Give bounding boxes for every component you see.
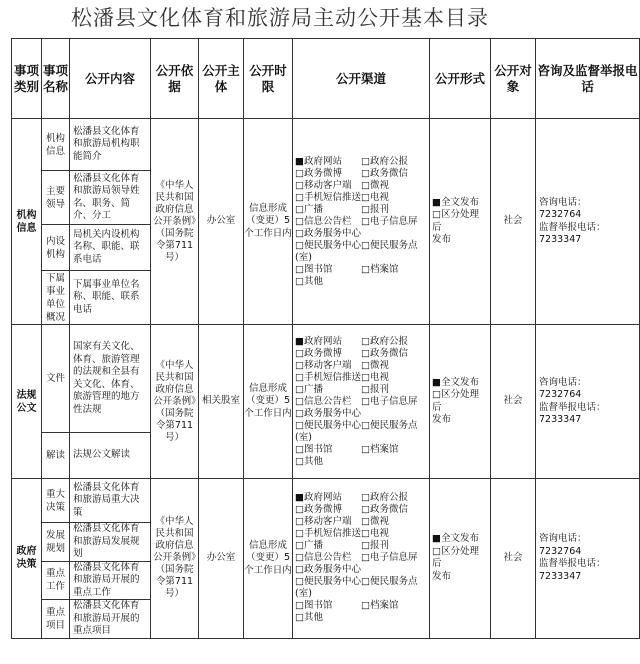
channel-row bbox=[295, 396, 427, 408]
channel-option: □微视 bbox=[361, 359, 389, 371]
channel-option bbox=[361, 408, 427, 420]
item-content: 松潘县文化体育和旅游局机构职能简介 bbox=[70, 119, 151, 171]
channel-option: □手机短信推送 bbox=[295, 528, 361, 540]
item-content: 松潘县文化体育和旅游局开展的重点项目 bbox=[70, 600, 151, 639]
channel-option: (室) bbox=[295, 588, 312, 600]
section-subject: 相关股室 bbox=[199, 325, 244, 479]
section-form bbox=[430, 119, 491, 325]
header-basis: 公开依据 bbox=[151, 39, 199, 119]
channel-option bbox=[361, 612, 427, 624]
header-form: 公开形式 bbox=[430, 39, 491, 119]
header-category: 事项类别 bbox=[12, 39, 42, 119]
channel-option: □报刊 bbox=[361, 383, 389, 395]
channel-option: □便民服务中心 bbox=[295, 576, 361, 588]
channel-option: □其他 bbox=[295, 275, 323, 287]
item-content: 松潘县文化体育和旅游局开展的重点工作 bbox=[70, 561, 151, 600]
item-name: 机构信息 bbox=[42, 119, 70, 171]
channel-option: □电子信息屏 bbox=[361, 552, 418, 564]
channel-option bbox=[361, 228, 427, 240]
channel-option bbox=[361, 276, 427, 288]
section-period: 信息形成（变更）5个工作日内 bbox=[244, 479, 293, 639]
channel-option: □信息公告栏 bbox=[295, 552, 352, 564]
channel-row bbox=[295, 228, 427, 240]
channel-option: □移动客户端 bbox=[295, 179, 352, 191]
channel-option: □信息公告栏 bbox=[295, 215, 352, 227]
form-option: □区分处理后 bbox=[432, 389, 479, 413]
contact-line: 咨询电话： bbox=[539, 376, 587, 388]
header-target: 公开对象 bbox=[491, 39, 536, 119]
channel-option: □报刊 bbox=[361, 203, 389, 215]
catalog-table bbox=[11, 38, 640, 639]
channel-option: □微视 bbox=[361, 516, 389, 528]
header-content: 公开内容 bbox=[70, 39, 151, 119]
channel-option: □政务微信 bbox=[361, 347, 408, 359]
contact-line: 咨询电话： bbox=[539, 533, 587, 545]
contact-line: 7233347 bbox=[539, 570, 582, 582]
contact-line: 7233347 bbox=[539, 414, 582, 425]
channel-option: □电视 bbox=[361, 191, 389, 203]
channel-row bbox=[295, 504, 427, 516]
channel-row bbox=[295, 432, 427, 444]
contact-line: 咨询电话： bbox=[539, 196, 587, 208]
form-option: □区分处理后 bbox=[432, 545, 479, 570]
channel-row bbox=[295, 168, 427, 180]
item-name: 重大决策 bbox=[42, 479, 70, 523]
channel-option: □政务服务中心 bbox=[295, 227, 361, 239]
channel-row bbox=[295, 336, 427, 348]
channel-option: □政务微博 bbox=[295, 504, 342, 516]
contact-line: 7233347 bbox=[539, 234, 582, 245]
contact-line: 监督举报电话： bbox=[539, 221, 606, 233]
channel-option: □图书馆 bbox=[295, 443, 333, 455]
channel-option: □电视 bbox=[361, 371, 389, 383]
channel-option: □微视 bbox=[361, 179, 389, 191]
channel-row bbox=[295, 528, 427, 540]
channel-row bbox=[295, 204, 427, 216]
channel-row bbox=[295, 564, 427, 576]
channel-option bbox=[361, 588, 427, 600]
header-item: 事项名称 bbox=[42, 39, 70, 119]
section-period: 信息形成（变更）5个工作日内 bbox=[244, 325, 293, 479]
item-content: 松潘县文化体育和旅游局重大决策 bbox=[70, 479, 151, 523]
form-option: □区分处理后 bbox=[432, 209, 479, 233]
item-name: 重点工作 bbox=[42, 561, 70, 600]
channel-row bbox=[295, 540, 427, 552]
item-name: 主要领导 bbox=[42, 171, 70, 225]
channel-row bbox=[295, 156, 427, 168]
channel-option: □手机短信推送 bbox=[295, 371, 361, 383]
channel-row bbox=[295, 252, 427, 264]
channel-option: □其他 bbox=[295, 455, 323, 467]
form-option: 发布 bbox=[432, 234, 452, 245]
item-name: 下属事业单位概况 bbox=[42, 271, 70, 325]
header-channels: 公开渠道 bbox=[293, 39, 430, 119]
channel-row bbox=[295, 600, 427, 612]
channel-option: □政府公报 bbox=[361, 492, 408, 504]
channel-option: □手机短信推送 bbox=[295, 191, 361, 203]
table-row bbox=[12, 479, 640, 523]
header-row bbox=[12, 39, 640, 119]
channel-row bbox=[295, 492, 427, 504]
contact-line: 7232764 bbox=[539, 545, 582, 557]
section-category: 机构信息 bbox=[12, 119, 42, 325]
header-subject: 公开主体 bbox=[199, 39, 244, 119]
channel-option: □政务微信 bbox=[361, 167, 408, 179]
channel-option: □其他 bbox=[295, 612, 323, 624]
channel-option: ■政府网站 bbox=[295, 335, 342, 347]
form-option: ■全文发布 bbox=[432, 533, 479, 545]
channel-row bbox=[295, 240, 427, 252]
channel-option: ■政府网站 bbox=[295, 492, 342, 504]
channel-row bbox=[295, 192, 427, 204]
section-contact bbox=[536, 325, 640, 479]
channel-option: □信息公告栏 bbox=[295, 395, 352, 407]
form-option: ■全文发布 bbox=[432, 196, 479, 208]
channel-row bbox=[295, 612, 427, 624]
channel-row bbox=[295, 444, 427, 456]
channel-row bbox=[295, 516, 427, 528]
form-option: 发布 bbox=[432, 570, 452, 582]
channel-option: (室) bbox=[295, 431, 312, 443]
channel-option: □便民服务点 bbox=[361, 239, 418, 251]
channel-row bbox=[295, 372, 427, 384]
section-form bbox=[430, 479, 491, 639]
channel-row bbox=[295, 276, 427, 288]
item-content: 国家有关文化、体育、旅游管理的法规和全县有关文化、体育、旅游管理的地方性法规 bbox=[70, 325, 151, 433]
channel-option bbox=[361, 456, 427, 468]
channel-option: □移动客户端 bbox=[295, 359, 352, 371]
channel-option: □档案馆 bbox=[361, 443, 399, 455]
header-period: 公开时限 bbox=[244, 39, 293, 119]
channel-option: □图书馆 bbox=[295, 600, 333, 612]
item-name: 重点项目 bbox=[42, 600, 70, 639]
channel-option: □政务服务中心 bbox=[295, 407, 361, 419]
item-name: 文件 bbox=[42, 325, 70, 433]
channel-option: □便民服务点 bbox=[361, 419, 418, 431]
item-name: 发展规划 bbox=[42, 523, 70, 562]
section-form bbox=[430, 325, 491, 479]
contact-line: 监督举报电话： bbox=[539, 401, 606, 413]
channel-option: □图书馆 bbox=[295, 263, 333, 275]
channel-option: □政府公报 bbox=[361, 335, 408, 347]
header-contact: 咨询及监督举报电话 bbox=[536, 39, 640, 119]
form-option: 发布 bbox=[432, 414, 452, 425]
section-target: 社会 bbox=[491, 325, 536, 479]
channel-row bbox=[295, 408, 427, 420]
item-content: 松潘县文化体育和旅游局发展规划 bbox=[70, 523, 151, 562]
channel-option: □政务服务中心 bbox=[295, 564, 361, 576]
item-content: 下属事业单位名称、职能、联系电话 bbox=[70, 271, 151, 325]
table-row bbox=[12, 325, 640, 433]
channel-option: □报刊 bbox=[361, 540, 389, 552]
item-name: 内设机构 bbox=[42, 225, 70, 271]
channel-option: □便民服务中心 bbox=[295, 419, 361, 431]
channel-option: □电子信息屏 bbox=[361, 395, 418, 407]
channel-option: (室) bbox=[295, 251, 312, 263]
channel-row bbox=[295, 456, 427, 468]
channel-option: □政府公报 bbox=[361, 155, 408, 167]
channel-option: □移动客户端 bbox=[295, 516, 352, 528]
channel-option bbox=[361, 564, 427, 576]
channel-option bbox=[361, 252, 427, 264]
section-category: 法规公文 bbox=[12, 325, 42, 479]
channel-option: □政务微信 bbox=[361, 504, 408, 516]
channel-option: □便民服务点 bbox=[361, 576, 418, 588]
channel-option: □便民服务中心 bbox=[295, 239, 361, 251]
channel-row bbox=[295, 216, 427, 228]
page-title: 松潘县文化体育和旅游局主动公开基本目录 bbox=[71, 6, 489, 30]
section-channels bbox=[293, 479, 430, 639]
channel-option: □广播 bbox=[295, 383, 323, 395]
channel-row bbox=[295, 588, 427, 600]
section-contact bbox=[536, 119, 640, 325]
channel-option bbox=[361, 432, 427, 444]
channel-row bbox=[295, 552, 427, 564]
table-row bbox=[12, 119, 640, 171]
channel-row bbox=[295, 420, 427, 432]
section-category: 政府决策 bbox=[12, 479, 42, 639]
channel-row bbox=[295, 384, 427, 396]
channel-row bbox=[295, 264, 427, 276]
section-channels bbox=[293, 325, 430, 479]
channel-row bbox=[295, 576, 427, 588]
channel-row bbox=[295, 348, 427, 360]
item-name: 解读 bbox=[42, 433, 70, 479]
channel-option: □电子信息屏 bbox=[361, 215, 418, 227]
contact-line: 7232764 bbox=[539, 209, 582, 220]
channel-option: □档案馆 bbox=[361, 263, 399, 275]
channel-option: □政务微博 bbox=[295, 347, 342, 359]
section-contact bbox=[536, 479, 640, 639]
section-period: 信息形成（变更）5个工作日内 bbox=[244, 119, 293, 325]
channel-option: □电视 bbox=[361, 528, 389, 540]
channel-row bbox=[295, 180, 427, 192]
section-basis: 《中华人民共和国政府信息公开条例》（国务院令第711号） bbox=[151, 325, 199, 479]
item-content: 松潘县文化体育和旅游局领导姓名、职务、简介、分工 bbox=[70, 171, 151, 225]
channel-option: □广播 bbox=[295, 203, 323, 215]
item-content: 局机关内设机构名称、职能、联系电话 bbox=[70, 225, 151, 271]
channel-option: ■政府网站 bbox=[295, 155, 342, 167]
channel-option: □广播 bbox=[295, 540, 323, 552]
section-target: 社会 bbox=[491, 119, 536, 325]
section-basis: 《中华人民共和国政府信息公开条例》（国务院令第711号） bbox=[151, 119, 199, 325]
channel-option: □政务微博 bbox=[295, 167, 342, 179]
channel-row bbox=[295, 360, 427, 372]
section-subject: 办公室 bbox=[199, 479, 244, 639]
contact-line: 监督举报电话： bbox=[539, 558, 606, 570]
form-option: ■全文发布 bbox=[432, 376, 479, 388]
section-basis: 《中华人民共和国政府信息公开条例》（国务院令第711号） bbox=[151, 479, 199, 639]
contact-line: 7232764 bbox=[539, 389, 582, 400]
section-subject: 办公室 bbox=[199, 119, 244, 325]
section-channels bbox=[293, 119, 430, 325]
section-target: 社会 bbox=[491, 479, 536, 639]
item-content: 法规公文解读 bbox=[70, 433, 151, 479]
channel-option: □档案馆 bbox=[361, 600, 399, 612]
